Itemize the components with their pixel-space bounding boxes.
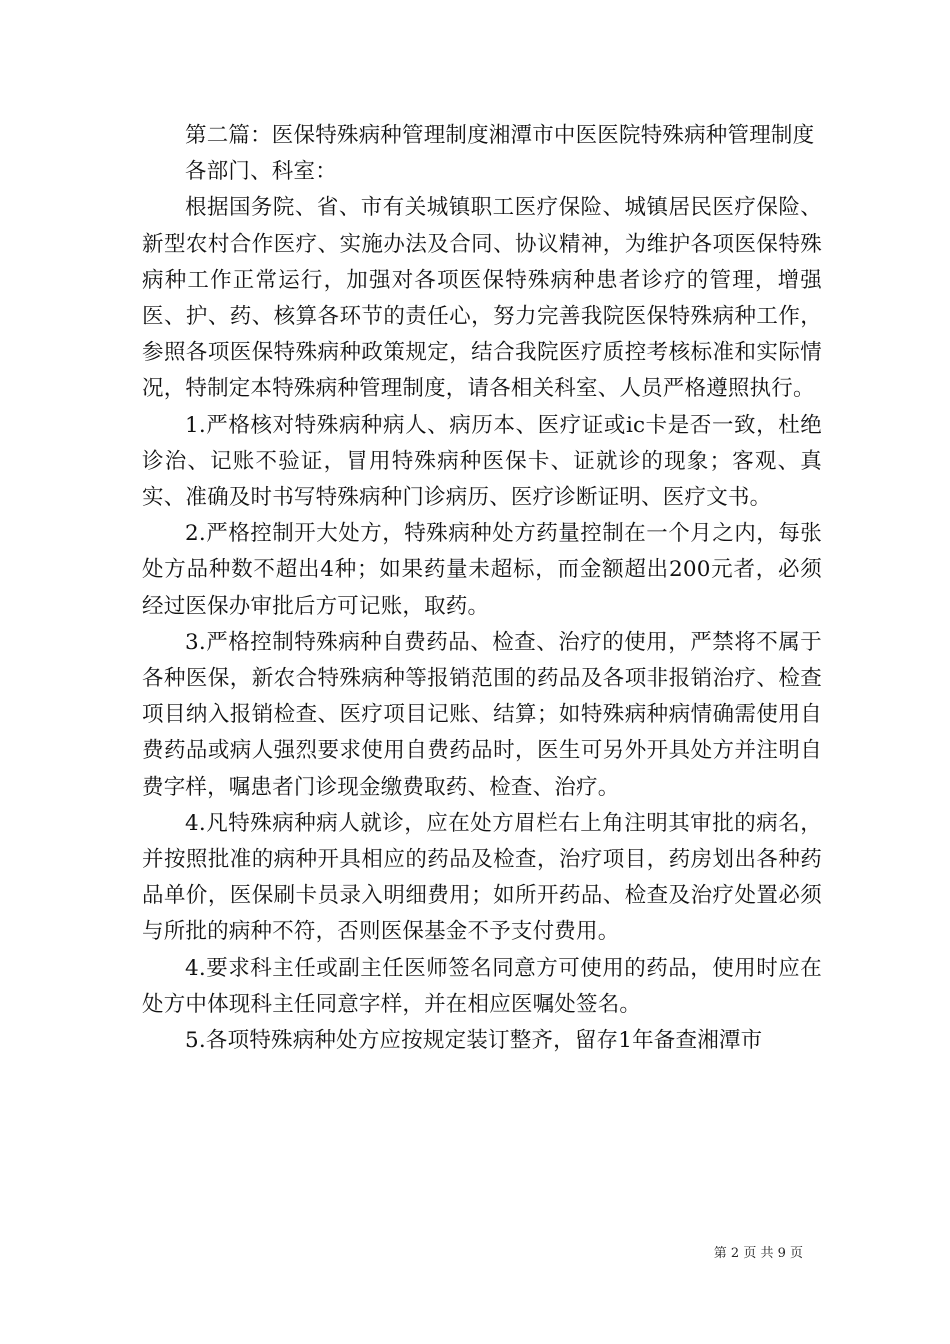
document-body (142, 118, 822, 1059)
rule-item-4: 4.凡特殊病种病人就诊，应在处方眉栏右上角注明其审批的病名，并按照批准的病种开具相应的药品及检查，治疗项目，药房划出各种药品单价，医保刷卡员录入明细费用；如所开药品、检查及治疗处置必须与所批的病种不符，否则医保基金不予支付费用。 (142, 810, 822, 945)
rule-item-4b: 4.要求科主任或副主任医师签名同意方可使用的药品，使用时应在处方中体现科主任同意字样，并在相应医嘱处签名。 (142, 955, 822, 1017)
page-number-footer: 第 2 页 共 9 页 (713, 1246, 803, 1261)
rule-item-3: 3.严格控制特殊病种自费药品、检查、治疗的使用，严禁将不属于各种医保，新农合特殊病种等报销范围的药品及各项非报销治疗、检查项目纳入报销检查、医疗项目记账、结算；如特殊病种病情确需使用自费药品或病人强烈要求使用自费药品时，医生可另外开具处方并注明自费字样，嘱患者门诊现金缴费取药、检查、治疗。 (142, 629, 822, 800)
rule-item-5: 5.各项特殊病种处方应按规定装订整齐，留存1年备查湘潭市 (185, 1028, 763, 1054)
intro-paragraph: 根据国务院、省、市有关城镇职工医疗保险、城镇居民医疗保险、新型农村合作医疗、实施办法及合同、协议精神，为维护各项医保特殊病种工作正常运行，加强对各项医保特殊病种患者诊疗的管理，增强医、护、药、核算各环节的责任心，努力完善我院医保特殊病种工作，参照各项医保特殊病种政策规定，结合我院医疗质控考核标准和实际情况，特制定本特殊病种管理制度，请各相关科室、人员严格遵照执行。 (142, 195, 822, 402)
rule-item-1: 1.严格核对特殊病种病人、病历本、医疗证或ic卡是否一致，杜绝诊治、记账不验证，冒用特殊病种医保卡、证就诊的现象；客观、真实、准确及时书写特殊病种门诊病历、医疗诊断证明、医疗文书。 (142, 412, 822, 511)
document-title: 第二篇：医保特殊病种管理制度湘潭市中医医院特殊病种管理制度 (185, 123, 815, 148)
rule-item-2: 2.严格控制开大处方，特殊病种处方药量控制在一个月之内，每张处方品种数不超出4种；如果药量未超标，而金额超出200元者，必须经过医保办审批后方可记账，取药。 (142, 521, 822, 619)
salutation: 各部门、科室： (185, 159, 337, 185)
